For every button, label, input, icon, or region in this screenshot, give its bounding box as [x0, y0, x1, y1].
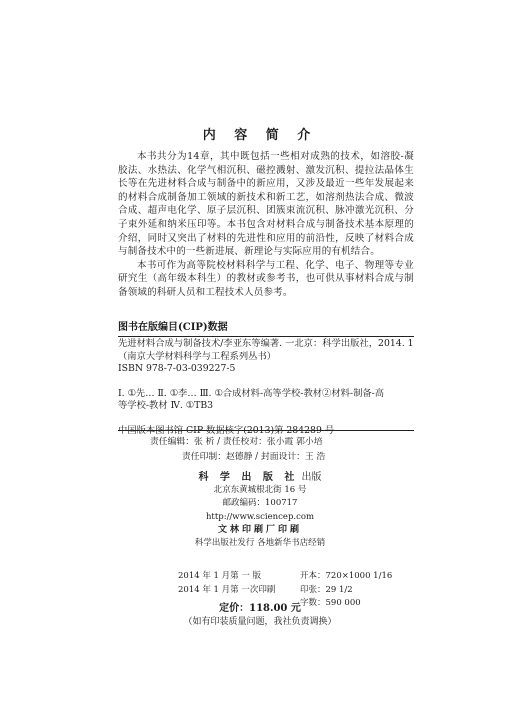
summary-paragraph: 本书可作为高等院校材料科学与工程、化学、电子、物理等专业研究生（高年级本科生）的教材或参考书，也可供从事材料合成与制备领域的科研人员和工程技术人员参考。: [118, 259, 414, 298]
publication-info: [0, 471, 520, 550]
distributor: 科学出版社发行 各地新华书店经销: [194, 538, 326, 549]
edition-info: [178, 570, 275, 597]
cip-record: [118, 338, 414, 437]
cip-isbn: ISBN 978-7-03-039227-5: [118, 363, 236, 374]
publisher-postcode: 邮政编码：100717: [222, 498, 298, 509]
quality-notice: （如有印装质量问题，我社负责调换）: [183, 617, 337, 627]
edition: 2014 年 1 月第 一 版: [178, 571, 262, 581]
printer: 文林印刷厂印刷: [217, 524, 302, 535]
spacer: [118, 413, 414, 425]
publisher-line: [0, 471, 520, 484]
price: 定价：118.00 元: [219, 603, 301, 614]
sheets: 印张：29 1/2: [300, 584, 353, 595]
editors-credit: 责任编辑：张 析 / 责任校对：张小霞 郭小培: [150, 437, 323, 447]
publisher-name: 科 学 出 版 社: [198, 472, 299, 483]
word-count: 字数：590 000: [300, 598, 361, 608]
printing: 2014 年 1 月第 一次印刷: [178, 584, 276, 595]
publisher-suffix: 出版: [298, 472, 322, 483]
summary-paragraph: 本书共分为14章，其中既包括一些相对成熟的技术，如溶胶-凝胶法、水热法、化学气相沉积、磁控溅射、激发沉积、提拉法晶体生长等在先进材料合成与制备中的新应用，又涉及最近一些年发展起来的材料合成制备加工领域的新技术和新工艺，如溶剂热法合成、微波合成、超声电化学、原子层沉积、团簇束流沉积、脉冲激光沉积、分子束外延和纳米压印等。本书包含对材料合成与制备技术基本原理的介绍，同时又突出了材料的先进性和应用的前沿性，反映了材料合成与制备技术中的一些新进展、新理论与实际应用的有机结合。: [118, 151, 414, 258]
publisher-website: http://www.sciencep.com: [205, 511, 315, 522]
production-credit: 责任印制：赵德静 / 封面设计：王 浩: [182, 452, 326, 462]
cip-series: （南京大学材料科学与工程系列丛书）: [118, 350, 277, 362]
cip-classification: Ⅰ. ①先… Ⅱ. ①李… Ⅲ. ①合成材料-高等学校-教材②材料-制备-高: [118, 387, 385, 399]
divider: [118, 430, 414, 431]
cip-book-entry: 先进材料合成与制备技术/李亚东等编著. 一北京：科学出版社，2014. 1: [118, 338, 414, 349]
summary-body: [118, 150, 414, 300]
cip-title: 图书在版编目(CIP)数据: [118, 318, 414, 337]
cip-classification-cont: 等学校-教材 Ⅳ. ①TB3: [118, 400, 214, 411]
spacer: [118, 376, 414, 388]
summary-heading: 内 容 简 介: [202, 128, 318, 143]
cip-data-number: 中国版本图书馆 CIP 数据核字(2013)第 284289 号: [118, 424, 335, 436]
publisher-address: 北京东黄城根北街 16 号: [213, 485, 307, 496]
format: 开本：720×1000 1/16: [300, 571, 393, 581]
